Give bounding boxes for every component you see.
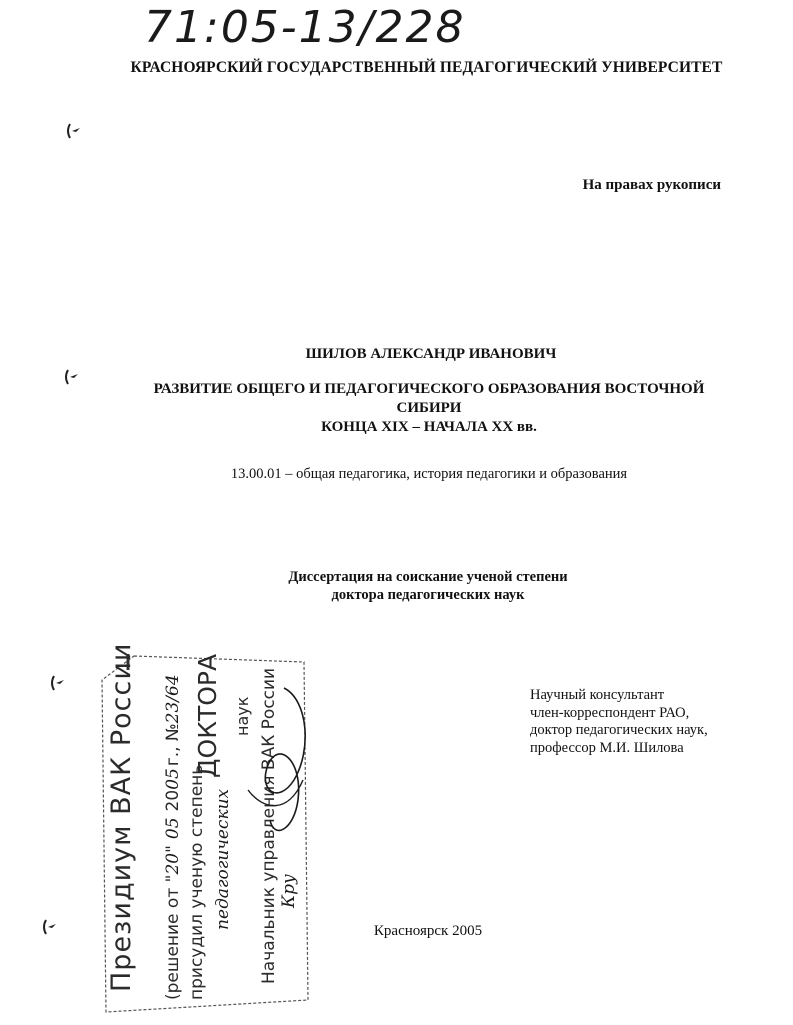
stamp-science-printed: наук <box>233 696 252 736</box>
city-year: Красноярск 2005 <box>373 923 483 939</box>
consultant-line-1: Научный консультант <box>530 687 665 703</box>
university-name: КРАСНОЯРСКИЙ ГОСУДАРСТВЕННЫЙ ПЕДАГОГИЧЕСКИЙ УНИВЕРСИТЕТ <box>130 59 723 76</box>
decision-year: 05 <box>163 768 183 790</box>
bracket-arrow-mark-icon <box>64 122 84 140</box>
stamp-degree: ДОКТОРА <box>193 653 222 778</box>
archive-number <box>140 0 500 52</box>
decision-century: 20 <box>163 789 183 812</box>
decision-month: 05 <box>163 817 183 840</box>
scientific-consultant <box>530 687 708 757</box>
decision-prefix: (решение от " <box>163 874 183 1000</box>
author-name: ШИЛОВ АЛЕКСАНДР ИВАНОВИЧ <box>305 346 557 362</box>
decision-day: 20 <box>163 852 183 875</box>
consultant-line-3: доктор педагогических наук, <box>530 722 708 738</box>
manuscript-note: На правах рукописи <box>582 177 721 193</box>
dissertation-line-1: Диссертация на соискание ученой степени <box>288 569 568 585</box>
decision-number: 23/64 <box>163 674 183 724</box>
decision-quote: " <box>163 845 183 853</box>
vak-approval-stamp <box>98 640 310 1020</box>
dissertation-line-2: доктора педагогических наук <box>331 587 525 603</box>
stamp-line-presidium: Президиум ВАК России <box>106 642 137 992</box>
title-line-1: РАЗВИТИЕ ОБЩЕГО И ПЕДАГОГИЧЕСКОГО ОБРАЗОВАНИЯ ВОСТОЧНОЙ СИБИРИ <box>153 381 705 416</box>
stamp-line-head: Начальник управления ВАК России <box>259 667 279 984</box>
stamp-line-awarded: присудил ученую степень <box>187 764 207 1000</box>
stamp-signature-initials: Кру <box>279 874 299 908</box>
bracket-arrow-mark-icon <box>62 368 82 386</box>
stamp-science-handwritten: педагогических <box>213 788 233 930</box>
archive-number-text: 71:05-13/228 <box>144 2 466 52</box>
consultant-line-2: член-корреспондент РАО, <box>530 704 690 721</box>
title-line-2: КОНЦА XIX – НАЧАЛА XX вв. <box>321 419 537 435</box>
stamp-line-decision <box>163 674 183 1000</box>
dissertation-degree <box>200 568 656 604</box>
bracket-arrow-mark-icon <box>40 918 60 936</box>
decision-number-label: г., № <box>163 723 183 767</box>
consultant-line-4: профессор М.И. Шилова <box>530 739 684 756</box>
dissertation-title <box>120 380 738 437</box>
specialty: 13.00.01 – общая педагогика, история педагогики и образования <box>230 466 628 482</box>
bracket-arrow-mark-icon <box>48 674 68 692</box>
